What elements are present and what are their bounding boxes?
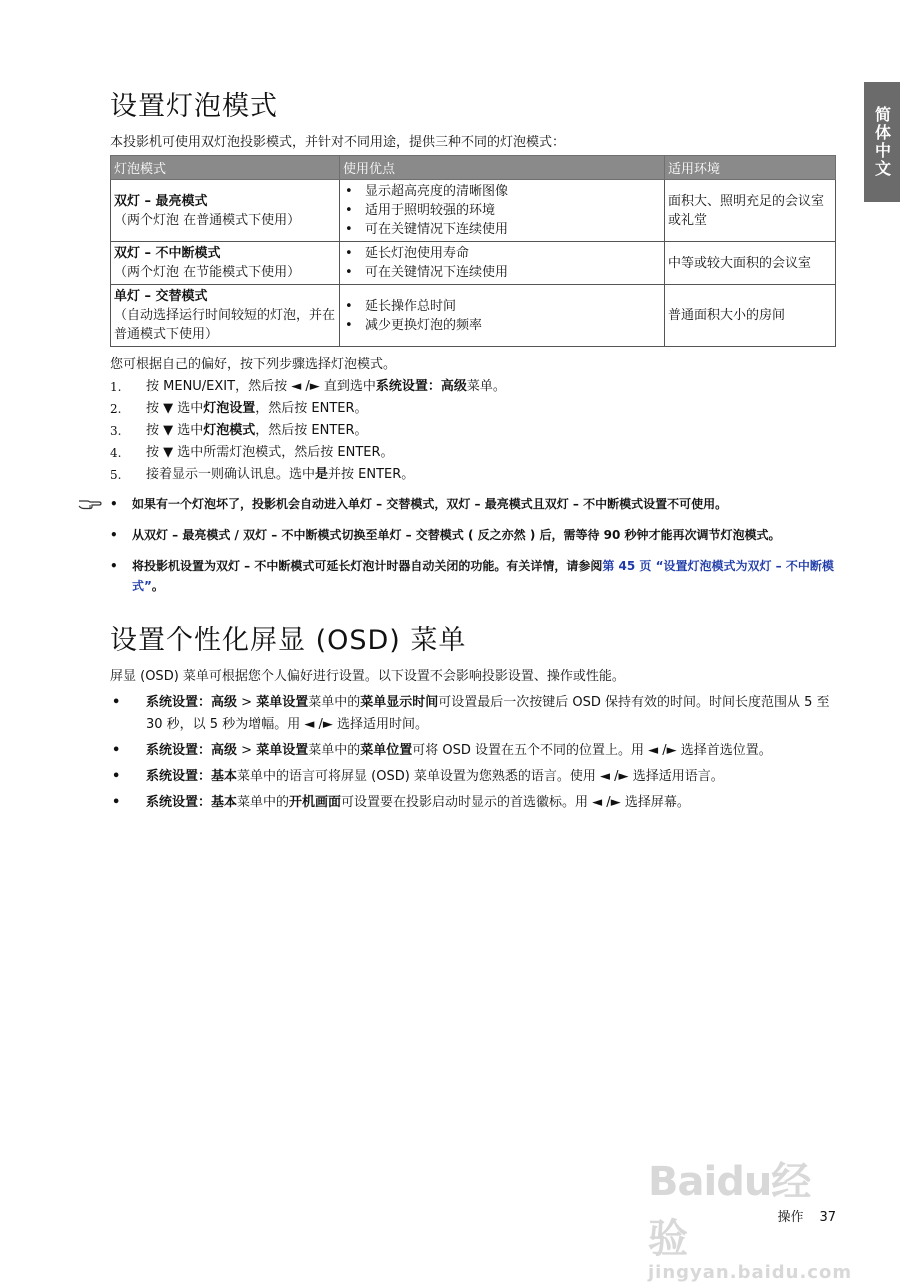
list-item	[343, 316, 661, 335]
menu-term: 菜单位置	[360, 743, 413, 758]
bullet-dot: •	[112, 743, 121, 758]
table-cell-benefits	[340, 242, 665, 285]
note-item	[110, 525, 838, 545]
list-item	[110, 766, 838, 788]
table-header: 灯泡模式	[111, 156, 340, 180]
menu-term: 菜单设置	[256, 743, 309, 758]
page-footer	[777, 1206, 836, 1225]
step-text: 并按 ENTER。	[328, 467, 415, 482]
page-content	[110, 84, 838, 818]
bullet-dot: •	[110, 497, 118, 511]
note-item	[110, 556, 838, 596]
step-text: 菜单。	[466, 379, 506, 394]
page-number: 37	[819, 1210, 836, 1225]
note-text: 。	[151, 579, 164, 593]
benefit-text: 减少更换灯泡的频率	[365, 317, 483, 333]
menu-term: 系统设置：高级	[146, 695, 238, 710]
menu-term: 系统设置：高级	[146, 743, 238, 758]
section-title-lamp-mode: 设置灯泡模式	[110, 91, 278, 122]
body-text: 菜单中的	[308, 743, 361, 758]
benefit-text: 可在关键情况下连续使用	[365, 265, 509, 280]
mode-description: （两个灯泡 在普通模式下使用）	[114, 212, 301, 228]
menu-term: 菜单设置	[256, 695, 309, 710]
language-side-tab	[864, 82, 900, 202]
step-menu-term: 是	[315, 467, 329, 482]
step-text: 按 MENU/EXIT，然后按 ◄ /► 直到选中	[146, 379, 376, 394]
table-cell-environment: 中等或较大面积的会议室	[665, 242, 836, 285]
bullet-dot: •	[345, 298, 353, 314]
body-text: 可将 OSD 设置在五个不同的位置上。用 ◄ /► 选择首选位置。	[412, 743, 772, 758]
mode-name: 双灯 – 最亮模式	[114, 193, 208, 209]
section-title-osd: 设置个性化屏显 (OSD) 菜单	[110, 625, 467, 656]
note-text: 如果有一个灯泡坏了，投影机会自动进入单灯 – 交替模式，双灯 – 最亮模式且双灯 – 不中断模式设置不可使用。	[132, 497, 728, 511]
bullet-dot: •	[112, 769, 121, 784]
step-item	[110, 442, 838, 464]
list-item	[343, 182, 661, 201]
bullet-dot: •	[110, 528, 118, 542]
menu-term: 系统设置：基本	[146, 795, 238, 810]
benefit-text: 可在关键情况下连续使用	[365, 222, 509, 237]
benefit-text: 延长操作总时间	[365, 298, 457, 314]
bullet-dot: •	[345, 317, 353, 333]
bullet-dot: •	[345, 184, 353, 199]
osd-intro: 屏显 (OSD) 菜单可根据您个人偏好进行设置。以下设置不会影响投影设置、操作或性能。	[110, 669, 625, 684]
bullet-dot: •	[112, 695, 121, 710]
step-menu-term: 灯泡模式	[203, 423, 256, 438]
body-text: 菜单中的	[308, 695, 361, 710]
bullet-dot: •	[112, 795, 121, 810]
step-menu-term: 灯泡设置	[203, 401, 256, 416]
table-cell-mode	[111, 242, 340, 285]
table-cell-mode	[111, 285, 340, 347]
step-text: 按 ▼ 选中所需灯泡模式，然后按 ENTER。	[146, 445, 394, 460]
table-cell-benefits	[340, 285, 665, 347]
list-item	[110, 740, 838, 762]
language-side-tab-label: 简体中文	[872, 106, 892, 178]
table-header: 适用环境	[665, 156, 836, 180]
bullet-dot: •	[345, 222, 353, 237]
step-menu-term: 系统设置：高级	[375, 379, 467, 394]
menu-term: 开机画面	[289, 795, 342, 810]
step-text: ，然后按 ENTER。	[255, 423, 368, 438]
lamp-mode-intro: 本投影机可使用双灯泡投影模式，并针对不同用途，提供三种不同的灯泡模式：	[110, 135, 566, 150]
list-item	[110, 792, 838, 814]
step-text: 按 ▼ 选中	[146, 423, 204, 438]
body-text: 可设置要在投影启动时显示的首选徽标。用 ◄ /► 选择屏幕。	[341, 795, 690, 810]
table-cell-benefits	[340, 180, 665, 242]
step-text: ，然后按 ENTER。	[255, 401, 368, 416]
body-text: >	[237, 695, 257, 710]
table-cell-environment: 面积大、照明充足的会议室或礼堂	[665, 180, 836, 242]
mode-name: 单灯 – 交替模式	[114, 289, 208, 304]
step-number: 2.	[110, 402, 122, 416]
mode-name: 双灯 – 不中断模式	[114, 246, 221, 261]
bullet-dot: •	[345, 246, 353, 261]
list-item	[343, 297, 661, 316]
osd-settings-list	[110, 692, 838, 814]
watermark-url: jingyan.baidu.com	[648, 1262, 853, 1283]
table-row	[111, 242, 836, 285]
step-item	[110, 464, 838, 486]
list-item	[343, 244, 661, 263]
body-text: 菜单中的	[237, 795, 290, 810]
page-reference-link[interactable]: 第 45 页 “设置灯泡模式为双灯 – 不中断模式”	[132, 559, 834, 593]
list-item	[343, 201, 661, 220]
step-item	[110, 376, 838, 398]
step-number: 5.	[110, 468, 122, 482]
body-text: 菜单中的语言可将屏显 (OSD) 菜单设置为您熟悉的语言。使用 ◄ /► 选择适用语言。	[237, 769, 724, 784]
step-item	[110, 420, 838, 442]
benefit-text: 显示超高亮度的清晰图像	[365, 184, 509, 199]
bullet-dot: •	[345, 265, 353, 280]
note-text: 将投影机设置为双灯 – 不中断模式可延长灯泡计时器自动关闭的功能。有关详情，请参阅	[132, 559, 603, 573]
list-item	[343, 263, 661, 282]
body-text: 可设置最后一次按键后 OSD 保持有效的时间。时间长度范围从 5 至 30 秒，以 5 秒为增幅。用 ◄ /► 选择适用时间。	[146, 695, 830, 732]
benefit-text: 延长灯泡使用寿命	[365, 246, 470, 261]
lamp-mode-steps	[110, 376, 838, 486]
step-item	[110, 398, 838, 420]
lamp-mode-table	[110, 155, 836, 347]
table-cell-environment: 普通面积大小的房间	[665, 285, 836, 347]
body-text: >	[237, 743, 257, 758]
table-cell-mode	[111, 180, 340, 242]
notes-block	[110, 494, 838, 596]
note-text: 从双灯 – 最亮模式 / 双灯 – 不中断模式切换至单灯 – 交替模式 ( 反之亦然 ) 后，需等待 90 秒钟才能再次调节灯泡模式。	[132, 528, 781, 542]
pointing-hand-icon	[78, 496, 102, 510]
baidu-watermark	[648, 1150, 853, 1283]
step-number: 1.	[110, 380, 122, 394]
menu-term: 系统设置：基本	[146, 769, 238, 784]
step-text: 按 ▼ 选中	[146, 401, 204, 416]
mode-description: （两个灯泡 在节能模式下使用）	[114, 265, 301, 280]
note-item	[110, 494, 838, 514]
bullet-dot: •	[345, 203, 353, 218]
steps-intro: 您可根据自己的偏好，按下列步骤选择灯泡模式。	[110, 357, 397, 372]
table-row	[111, 180, 836, 242]
table-header: 使用优点	[340, 156, 665, 180]
list-item	[343, 220, 661, 239]
table-row	[111, 285, 836, 347]
list-item	[110, 692, 838, 736]
step-number: 3.	[110, 424, 122, 438]
step-text: 接着显示一则确认讯息。选中	[146, 467, 316, 482]
watermark-brand: Baidu经验	[648, 1159, 811, 1262]
step-number: 4.	[110, 446, 122, 460]
footer-section-name: 操作	[777, 1210, 804, 1225]
menu-term: 菜单显示时间	[360, 695, 439, 710]
mode-description: （自动选择运行时间较短的灯泡，并在普通模式下使用）	[114, 308, 336, 342]
table-header-row	[111, 156, 836, 180]
bullet-dot: •	[110, 559, 118, 573]
benefit-text: 适用于照明较强的环境	[365, 203, 496, 218]
